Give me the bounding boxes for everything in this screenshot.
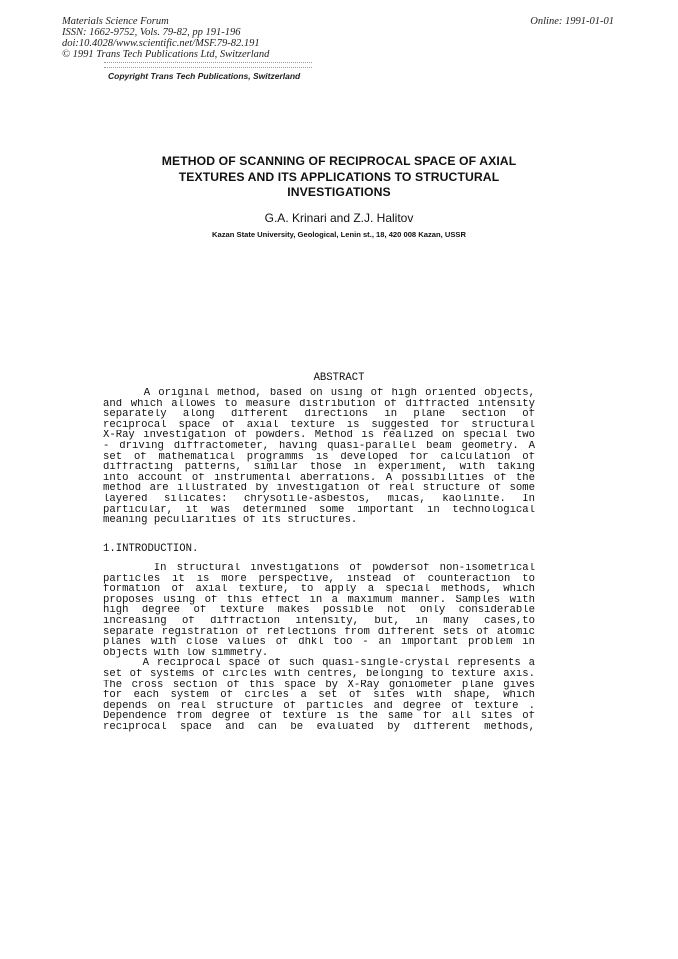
text-line: X-Ray investigation of powders. Method is realized on special two bbox=[103, 430, 535, 441]
text-line: particles it is more perspective, instead of counteraction to bbox=[103, 573, 535, 585]
text-line: The cross section of this space by X-Ray goniometer plane gives bbox=[103, 679, 535, 691]
text-line: depends on real structure of particles and degree of texture . bbox=[103, 700, 535, 712]
text-line: into account of instrumental aberrations. A possibilities of the bbox=[103, 472, 535, 484]
text-line: separate registration of reflections from different sets of atomic bbox=[103, 626, 535, 638]
text-line: for each system of circles a set of sites with shape, which bbox=[103, 690, 535, 701]
text-line: and which allowes to measure distribution of diffracted intensity bbox=[103, 398, 535, 410]
publisher-copyright: © 1991 Trans Tech Publications Ltd, Switzerland bbox=[62, 49, 270, 60]
text-line: - driving diffractometer, having quasi-parallel beam geometry. A bbox=[103, 440, 535, 452]
text-line: diffracting patterns, similar those in experiment, with taking bbox=[103, 462, 535, 473]
text-line: formation of axial texture, to apply a special methods, which bbox=[103, 584, 535, 595]
text-line: Dependence from degree of texture is the same for all sites of bbox=[103, 711, 535, 722]
text-line: A original method, based on using of high oriented objects, bbox=[103, 388, 535, 399]
introduction-body bbox=[103, 563, 535, 733]
text-line: objects with low simmetry. bbox=[103, 647, 269, 659]
section-heading: 1.INTRODUCTION. bbox=[103, 543, 199, 555]
scan-copyright: Copyright Trans Tech Publications, Switzerland bbox=[108, 71, 301, 81]
text-line: method are illustrated by investigation of real structure of some bbox=[103, 483, 535, 494]
doi-link[interactable]: doi:10.4028/www.scientific.net/MSF.79-82.191 bbox=[62, 38, 260, 49]
text-line: layered silicates: chrysotile-asbestos, micas, kaolinite. In bbox=[103, 493, 535, 505]
text-line: separately along different directions in plane section of bbox=[103, 409, 535, 420]
text-line: increasing of diffraction intensity, but, in many cases,to bbox=[103, 615, 535, 627]
abstract-body bbox=[103, 388, 535, 526]
affiliation: Kazan State University, Geological, Lenin st., 18, 420 008 Kazan, USSR bbox=[212, 230, 466, 239]
online-date: Online: 1991-01-01 bbox=[530, 16, 614, 27]
abstract-heading: ABSTRACT bbox=[313, 372, 365, 384]
text-line: A reciprocal space of such quasi-single-crystal represents a bbox=[103, 658, 535, 669]
title-line: METHOD OF SCANNING OF RECIPROCAL SPACE OF AXIAL bbox=[161, 154, 517, 168]
text-line: high degree of texture makes possible not only considerable bbox=[103, 605, 535, 616]
text-line: planes with close values of dhkl too - an important problem in bbox=[103, 637, 535, 648]
publication-header bbox=[62, 16, 269, 60]
text-line: proposes using of this effect in a maximum manner. Samples with bbox=[103, 594, 535, 606]
scan-artifact bbox=[104, 62, 312, 68]
text-line: meaning peculiarities of its structures. bbox=[103, 515, 358, 526]
text-line: reciprocal space of axial texture is suggested for structural bbox=[103, 419, 535, 431]
authors: G.A. Krinari and Z.J. Halitov bbox=[264, 211, 414, 225]
title-line: INVESTIGATIONS bbox=[287, 185, 391, 199]
text-line: particular, it was determined some important in technological bbox=[103, 504, 535, 516]
title-line: TEXTURES AND ITS APPLICATIONS TO STRUCTURAL bbox=[178, 169, 500, 184]
issn-line: ISSN: 1662-9752, Vols. 79-82, pp 191-196 bbox=[62, 27, 241, 38]
text-line: In structural investigations of powdersof non-isometrical bbox=[103, 563, 535, 574]
text-line: set of systems of circles with centres, belonging to texture axis. bbox=[103, 668, 535, 680]
text-line: set of mathematical programms is developed for calculation of bbox=[103, 451, 535, 463]
journal-name: Materials Science Forum bbox=[62, 16, 169, 27]
paper-title bbox=[100, 154, 578, 201]
text-line: reciprocal space and can be evaluated by different methods, bbox=[103, 721, 535, 733]
